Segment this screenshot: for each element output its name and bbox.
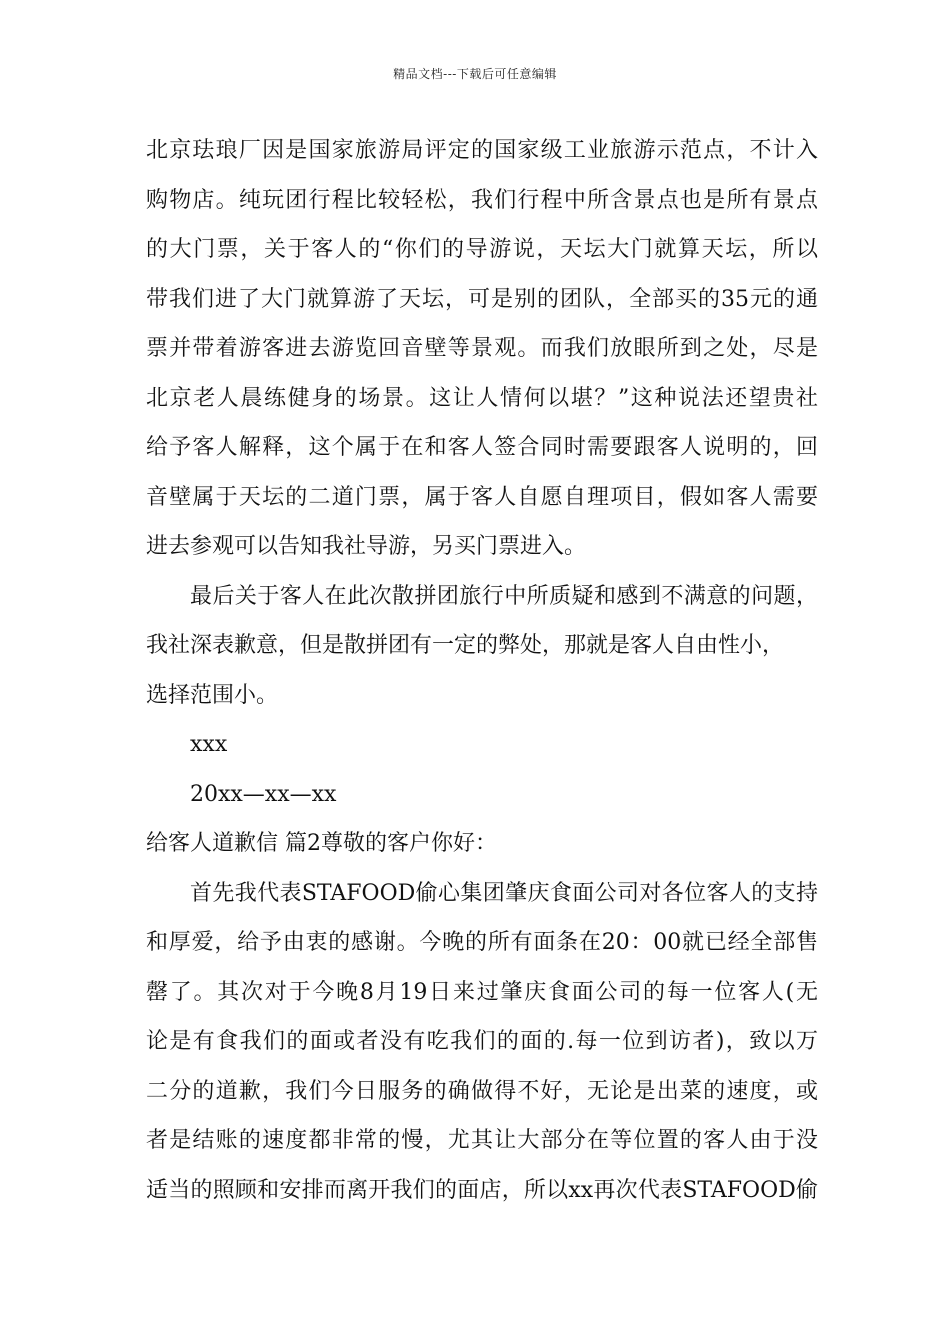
- text-line: 二分的道歉，我们今日服务的确做得不好，无论是出菜的速度，或: [146, 1078, 818, 1104]
- text-line: xxx: [190, 732, 228, 757]
- text-line: 选择范围小。: [146, 682, 279, 708]
- text-line: 20xx—xx—xx: [190, 781, 337, 807]
- text-line: 论是有食我们的面或者没有吃我们的面的.每一位到访者)，致以万: [146, 1029, 818, 1054]
- text-line: 给予客人解释，这个属于在和客人签合同时需要跟客人说明的，回: [146, 435, 818, 460]
- text-line: 适当的照顾和安排而离开我们的面店，所以xx再次代表STAFOOD偷: [146, 1177, 818, 1203]
- text-line: 北京老人晨练健身的场景。这让人情何以堪？”这种说法还望贵社: [146, 385, 818, 411]
- text-line: 首先我代表STAFOOD偷心集团肇庆食面公司对各位客人的支持: [190, 880, 818, 906]
- text-line: 票并带着游客进去游览回音壁等景观。而我们放眼所到之处，尽是: [146, 336, 818, 361]
- text-line: 罄了。其次对于今晚8月19日来过肇庆食面公司的每一位客人(无: [146, 979, 818, 1005]
- text-line: 者是结账的速度都非常的慢，尤其让大部分在等位置的客人由于没: [146, 1128, 818, 1153]
- text-line: 我社深表歉意，但是散拼团有一定的弊处，那就是客人自由性小，: [146, 633, 785, 658]
- text-line: 给客人道歉信 篇2尊敬的客户你好：: [146, 831, 497, 856]
- text-line: 购物店。纯玩团行程比较轻松，我们行程中所含景点也是所有景点: [146, 187, 818, 213]
- text-line: 最后关于客人在此次散拼团旅行中所质疑和感到不满意的问题，: [190, 583, 818, 609]
- page-header: 精品文档---下载后可任意编辑: [393, 67, 557, 81]
- text-line: 的大门票，关于客人的“你们的导游说，天坛大门就算天坛，所以: [146, 237, 818, 262]
- document-body: [146, 126, 818, 1215]
- text-line: 带我们进了大门就算游了天坛，可是别的团队，全部买的35元的通: [146, 286, 818, 312]
- text-line: 音壁属于天坛的二道门票，属于客人自愿自理项目，假如客人需要: [146, 484, 818, 510]
- text-line: 和厚爱，给予由衷的感谢。今晚的所有面条在20：00就已经全部售: [146, 930, 818, 955]
- text-line: 北京珐琅厂因是国家旅游局评定的国家级工业旅游示范点，不计入: [146, 138, 818, 163]
- text-line: 进去参观可以告知我社导游，另买门票进入。: [146, 534, 587, 559]
